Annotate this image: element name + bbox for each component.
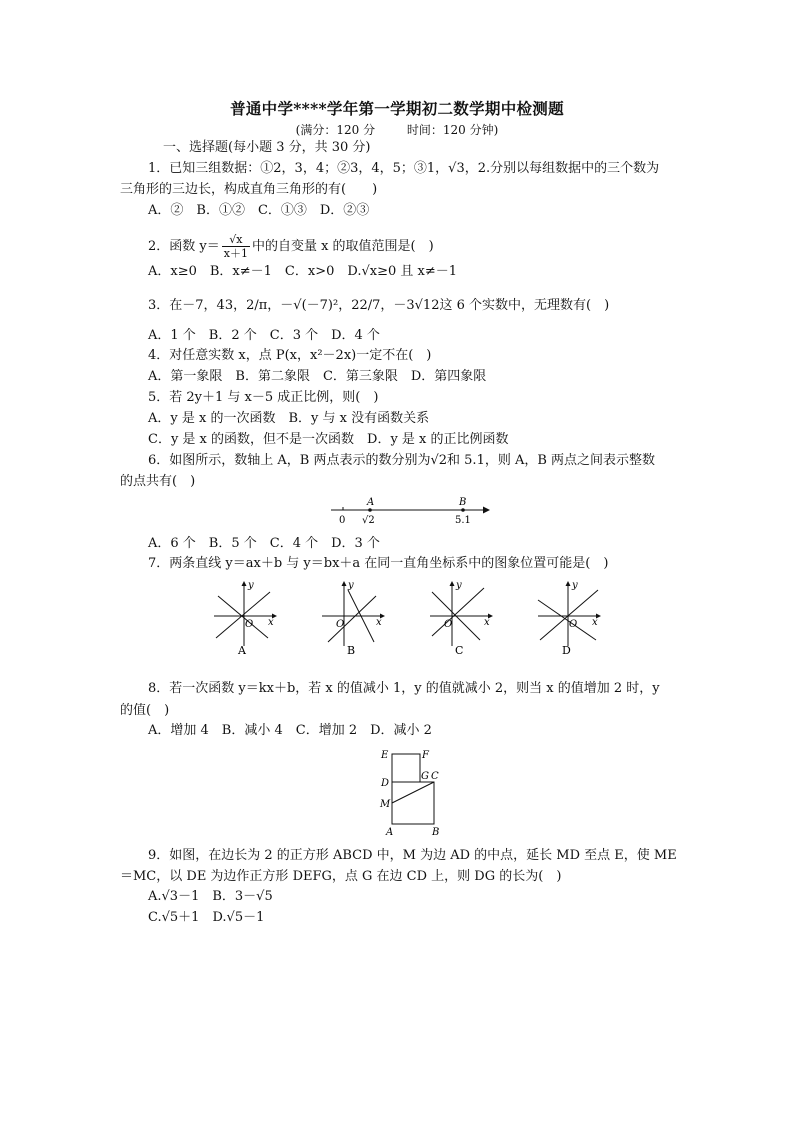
q1-options: A．② B．①② C．①③ D．②③ <box>148 203 370 218</box>
q9-stem-line1: 9．如图，在边长为 2 的正方形 ABCD 中，M 为边 AD 的中点，延长 MD 至点 E，使 ME <box>148 848 677 863</box>
tick-sqrt2-label: √2 <box>362 515 375 526</box>
q4-stem: 4．对任意实数 x，点 P(x，x²－2x)一定不在( ) <box>148 348 432 363</box>
q9-stem-line2: ＝MC，以 DE 为边作正方形 DEFG，点 G 在边 CD 上，则 DG 的长为( ) <box>120 869 562 884</box>
axis-x-label: x <box>268 617 274 628</box>
q9-options-2: C.√5＋1 D.√5－1 <box>148 910 265 925</box>
label-b: B <box>432 827 440 838</box>
graph-label: D <box>562 644 571 656</box>
axis-y-label: y <box>572 580 578 591</box>
q9-options-1: A.√3－1 B．3－√5 <box>148 889 273 904</box>
origin-label: O <box>336 619 345 630</box>
axis-x-label: x <box>376 617 382 628</box>
line-2 <box>218 596 268 638</box>
point-a-label: A <box>367 497 375 508</box>
graph-label: A <box>238 644 246 656</box>
label-a: A <box>386 827 394 838</box>
label-m: M <box>380 799 391 810</box>
q1-stem-line2: 三角形的三边长，构成直角三角形的有( ) <box>120 182 378 197</box>
graph-label: B <box>347 644 356 656</box>
origin-label: O <box>245 619 254 630</box>
q7-graph-b <box>318 578 388 656</box>
q2-options: A．x≥0 B．x≠－1 C．x>0 D.√x≥0 且 x≠－1 <box>148 264 458 279</box>
line-1 <box>432 588 484 636</box>
q8-stem-line1: 8．若一次函数 y＝kx＋b，若 x 的值减小 1，y 的值就减小 2，则当 x 的值增加 2 时，y <box>148 681 660 696</box>
q1-stem-line1: 1．已知三组数据：①2，3，4；②3，4，5；③1，√3，2.分别以每组数据中的三个数为 <box>148 161 660 176</box>
q8-options: A．增加 4 B．减小 4 C．增加 2 D．减小 2 <box>148 723 432 738</box>
q7-stem: 7．两条直线 y＝ax＋b 与 y＝bx＋a 在同一直角坐标系中的图象位置可能是( ) <box>148 556 609 571</box>
q5-stem: 5．若 2y＋1 与 x－5 成正比例，则( ) <box>148 390 379 405</box>
q2-stem-suffix: 中的自变量 x 的取值范围是( ) <box>251 239 434 254</box>
tick-5-1-label: 5.1 <box>455 515 471 526</box>
square-defg <box>392 754 420 782</box>
q7-graph-a <box>210 578 280 656</box>
segment-mc <box>392 782 434 803</box>
full-score: (满分：120 分 <box>295 123 376 137</box>
square-figure <box>376 746 446 838</box>
label-e: E <box>381 750 389 761</box>
q3-options: A．1 个 B．2 个 C．3 个 D．4 个 <box>148 328 380 343</box>
point-b <box>461 508 465 512</box>
q8-stem-line2: 的值( ) <box>120 703 170 718</box>
point-a <box>368 508 372 512</box>
axis-x-label: x <box>592 617 598 628</box>
q4-options: A．第一象限 B．第二象限 C．第三象限 D．第四象限 <box>148 369 487 384</box>
q5-options-2: C．y 是 x 的函数，但不是一次函数 D．y 是 x 的正比例函数 <box>148 432 509 447</box>
exam-time: 时间：120 分钟) <box>406 123 499 137</box>
tick-zero-label: 0 <box>339 515 346 526</box>
q2-stem-prefix: 2．函数 y＝ <box>148 239 220 254</box>
q2-stem <box>148 233 434 260</box>
number-line-arrow <box>483 507 490 514</box>
q6-options: A．6 个 B．5 个 C．4 个 D．3 个 <box>148 536 380 551</box>
axis-x-label: x <box>484 617 490 628</box>
square-abcd <box>392 782 434 824</box>
axis-y-label: y <box>248 580 254 591</box>
q2-fraction <box>222 233 250 260</box>
label-g: G <box>421 771 429 782</box>
label-d: D <box>381 778 390 789</box>
q5-options-1: A．y 是 x 的一次函数 B．y 与 x 没有函数关系 <box>148 411 430 426</box>
q7-graph-c <box>426 578 496 656</box>
point-b-label: B <box>459 497 467 508</box>
origin-label: O <box>569 619 578 630</box>
label-f: F <box>422 750 429 761</box>
label-c: C <box>431 771 439 782</box>
q2-fraction-den: x＋1 <box>223 247 248 260</box>
q3-stem: 3．在－7，43，2/π，－√(－7)²，22/7，－3√12这 6 个实数中，无理数有( ) <box>148 298 610 313</box>
origin-label: O <box>444 619 453 630</box>
q2-fraction-num: √x <box>222 233 250 247</box>
exam-info <box>0 121 794 138</box>
axis-y-label: y <box>456 580 462 591</box>
q7-graph-d <box>534 578 604 656</box>
q6-stem-line2: 的点共有( ) <box>120 474 196 489</box>
line-2 <box>540 590 598 640</box>
section-heading: 一、选择题(每小题 3 分，共 30 分) <box>163 140 371 155</box>
page-title: 普通中学****学年第一学期初二数学期中检测题 <box>230 99 564 118</box>
q6-stem-line1: 6．如图所示，数轴上 A，B 两点表示的数分别为√2和 5.1，则 A，B 两点之间表示整数 <box>148 453 656 468</box>
axis-y-label: y <box>348 580 354 591</box>
graph-label: C <box>455 644 464 656</box>
line-1 <box>216 592 270 638</box>
number-line-figure <box>325 494 495 530</box>
